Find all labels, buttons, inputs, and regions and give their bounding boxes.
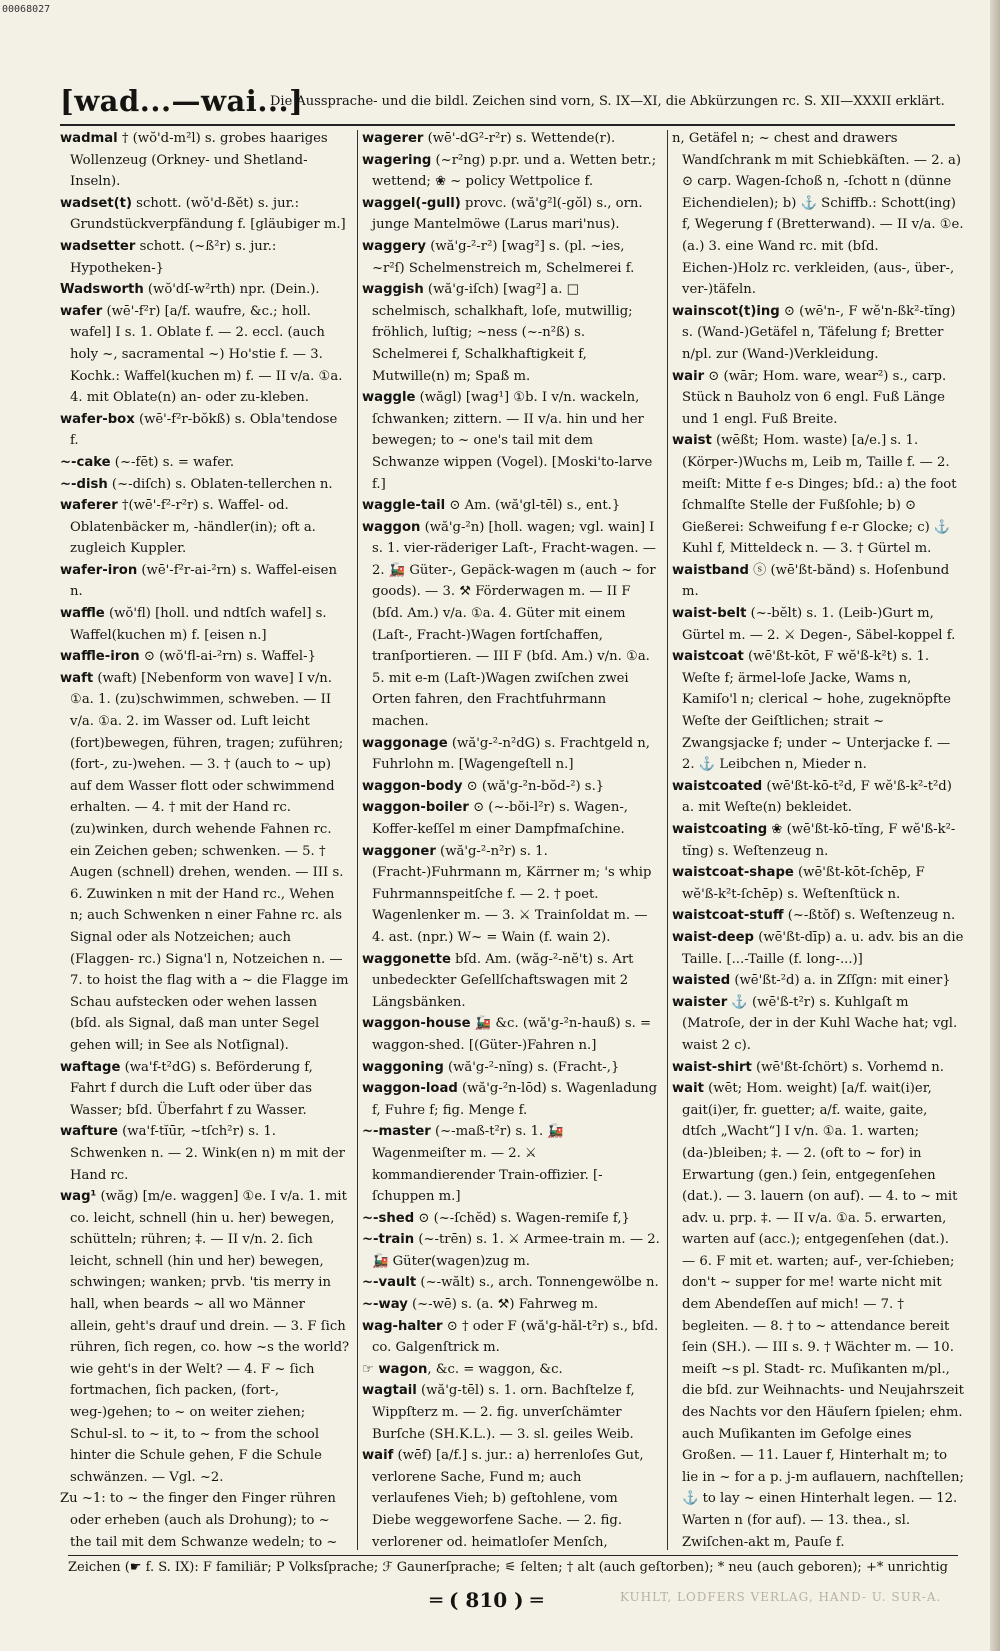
dictionary-entry (60, 409, 350, 452)
entry-text: (wŏ'dſ-w²rth) npr. (Dein.). (143, 282, 320, 298)
headword: waistcoating (672, 822, 768, 837)
dictionary-entry (60, 279, 350, 301)
headword: ~-master (362, 1124, 431, 1140)
headword: wafture (60, 1124, 118, 1140)
entry-text: (wē'ßt-ſchört) s. Vorhemd n. (751, 1059, 944, 1075)
entry-text: (wăgl) [wag¹] ①b. I v/n. wackeln, ſchwanken; zittern. — II v/a. hin und her bewegen; to ~ one's tail mit dem Schwanze wippen (Vogel). [Moski'to-larve f.] (372, 390, 653, 492)
dictionary-entry (362, 1380, 660, 1445)
headword: wag-halter (362, 1318, 443, 1334)
headword: waggon (362, 519, 421, 535)
dictionary-entry (672, 301, 964, 366)
dictionary-entry (672, 970, 964, 992)
entry-text: (~-trēn) s. 1. ⚔ Armee-train m. — 2. 🚂 Güter(wagen)zug m. (372, 1232, 660, 1269)
dictionary-entry (60, 193, 350, 236)
guide-words: [wad...—wai...] (60, 84, 304, 118)
dictionary-entry (60, 646, 350, 668)
entry-text: ⓢ (wē'ßt-bănd) s. Hoſenbund m. (682, 562, 950, 600)
entry-text: (wă'g-²-r²) [wag²] s. (pl. ~ies, ~r²ſ) Schelmenstreich m, Schelmerei f. (372, 238, 635, 276)
dictionary-entry (672, 927, 964, 970)
header-note: Die Aussprache- und die bildl. Zeichen sind vorn, S. IX—XI, die Abkürzungen rc. S. XII—XXXII erklärt. (270, 94, 945, 109)
entry-text: (wă'g-²n-lōd) s. Wagenladung f, Fuhre f; fig. Menge f. (372, 1081, 658, 1118)
dictionary-entry (60, 1186, 350, 1488)
dictionary-entry (362, 236, 660, 279)
entry-text: (wē'-dG²-r²r) s. Wettende(r). (423, 131, 616, 146)
dictionary-entry (362, 1121, 660, 1207)
dictionary-entry (672, 1057, 964, 1079)
page-edge (990, 0, 1000, 1651)
dictionary-entry (672, 905, 964, 927)
entry-text: (wă'g-²-n²r) s. 1. (Fracht-)Fuhrmann m, Kärrner m; 's whip Fuhrmannspeitſche f. — 2. † poet. Wagenlenker m. — 3. ⚔ Trainſoldat m. — 4. ast. (npr.) W~ = Wain (f. wain 2). (372, 843, 652, 945)
entry-text: (~-wălt) s., arch. Tonnengewölbe n. (416, 1275, 659, 1291)
headword: ~-cake (60, 454, 111, 470)
entry-text: (wē'ßt-kōt-ſchēp, F wĕ'ß-k²t-ſchēp) s. Weſtenſtück n. (682, 865, 925, 902)
column-1 (60, 128, 350, 1548)
dictionary-entry (672, 366, 964, 431)
entry-text: (wŏ'fl) [holl. und ndtſch wafel] s. Waffel(kuchen m) f. [eisen n.] (70, 606, 327, 643)
headword: waferer (60, 498, 118, 514)
entry-text: (wē'-f²r-ai-²rn) s. Waffel-eisen n. (70, 562, 337, 600)
headword: wagerer (362, 131, 424, 146)
entry-text: (waft) [Nebenform von wave] I v/n. ①a. 1. (zu)schwimmen, schweben. — II v/a. ①a. 2. im Wasser od. Luft leicht (fort)bewegen, führen, tragen; zuführen; (fort-, zu-)wehen. — 3. † (auch to ~ up) auf dem Wasser flott oder schwimmend erhalten. — 4. † mit der Hand rc. (zu)winken, durch wehende Fahnen rc. ein Zeichen geben; schwenken. — 5. † Augen (schnell) drehen, wenden. — III s. 6. Zuwinken n mit der Hand rc., Wehen n; auch Schwenken n einer Fahne rc. als Signal oder als Notzeichen; auch (Flaggen- rc.) Signa'l n, Notzeichen n. — 7. to hoist the flag with a ~ die Flagge im Schau aufstecken oder wehen lassen (bſd. als Signal, daß man unter Segel gehen will; in See als Notſignal). (70, 670, 349, 1053)
entry-text: (wă'g-²-nĭng) s. (Fracht-,} (443, 1059, 620, 1075)
dictionary-entry (362, 1445, 660, 1548)
headword: waif (362, 1448, 394, 1464)
dictionary-entry (362, 733, 660, 776)
headword: waist-shirt (672, 1059, 752, 1075)
entry-text: ⊙ (wă'g-²n-bŏd-²) s.} (462, 778, 605, 794)
entry-text: ⊙ (wŏ'fl-ai-²rn) s. Waffel-} (139, 649, 317, 665)
dictionary-entry (60, 128, 350, 193)
headword: wafer (60, 303, 103, 319)
entry-text: schott. (~ß²r) s. jur.: Hypotheken-} (70, 238, 277, 276)
entry-text: (wēf) [a/f.] s. jur.: a) herrenloſes Gut, verlorene Sache, Fund m; auch verlaufenes Vieh; b) geſtohlene, vom Diebe weggeworfene Sache. — 2. fig. verlorener od. heimatloſer Menſch, (372, 1448, 644, 1548)
dictionary-entry (672, 776, 964, 819)
dictionary-entry (672, 1078, 964, 1548)
entry-text: (wa'f-t²dG) s. Beförderung f, Fahrt f durch die Luft oder über das Wasser; bſd. Überfahrt f zu Wasser. (70, 1059, 313, 1118)
headword: waggle (362, 390, 416, 406)
dictionary-entry (362, 150, 660, 193)
headword: waggon-boiler (362, 800, 469, 816)
entry-text: (~r²ng) p.pr. und a. Wetten betr.; wettend; ❀ ~ policy Wettpolice f. (372, 152, 657, 190)
dictionary-entry (362, 1294, 660, 1316)
entry-text: (wē'ßt-dīp) a. u. adv. bis an die Taille. [...-Taille (f. long-...)] (682, 929, 964, 967)
dictionary-entry (362, 1078, 660, 1121)
header-rule (60, 124, 955, 126)
dictionary-entry (672, 603, 964, 646)
entry-text: (wē'-f²r-bŏkß) s. Obla'tendose f. (70, 411, 338, 449)
entry-text: (wē'ßt-kōt, F wĕ'ß-k²t) s. 1. Weſte f; ärmel-loſe Jacke, Wams n, Kamiſo'l n; clerical ~ hohe, zugeknöpfte Weſte der Geiſtlichen; strait ~ Zwangsjacke f; under ~ Unterjacke f. — 2. ⚓ Leibchen n, Mieder n. (682, 649, 951, 773)
headword: waist-deep (672, 929, 754, 945)
entry-text: ⊙ (~-ſchĕd) s. Wagen-remiſe f,} (414, 1210, 630, 1226)
dictionary-entry (60, 301, 350, 409)
dictionary-entry (672, 128, 964, 301)
headword: waft (60, 670, 94, 686)
entry-text: ⊙ † oder F (wă'g-hăl-t²r) s., bſd. co. Galgenſtrick m. (372, 1318, 659, 1356)
dictionary-entry (672, 430, 964, 560)
dictionary-entry (362, 128, 660, 150)
dictionary-entry (362, 387, 660, 495)
headword: wagtail (362, 1383, 417, 1399)
entry-text: (~-ßtŏf) s. Weſtenzeug n. (783, 908, 956, 924)
page-header (60, 84, 960, 124)
headword: waggon-load (362, 1081, 458, 1097)
headword: ~-dish (60, 476, 108, 492)
headword: waistcoat-stuff (672, 908, 784, 924)
entry-text: ⊙ (wē'n-, F wĕ'n-ßk²-tĭng) s. (Wand-)Getäfel n, Täfelung f; Bretter n/pl. zur (Wand-)Verkleidung. (682, 303, 956, 362)
dictionary-entry (362, 1208, 660, 1230)
headword: waisted (672, 973, 731, 989)
entry-text: , &c. = waggon, &c. (427, 1361, 563, 1377)
entry-text: 🚂 &c. (wă'g-²n-hauß) s. = waggon-shed. [(Güter-)Fahren n.] (372, 1016, 652, 1053)
entry-text: (wă'g-iſch) [wag²] a. □ schelmisch, schalkhaft, loſe, mutwillig; fröhlich, luſtig; ~ness (~-n²ß) s. Schelmerei f, Schalkhaftigkeit f, Mutwille(n) m; Spaß m. (372, 282, 633, 384)
headword: waggel(-gull) (362, 195, 461, 211)
page-number: ═ ( 810 ) ═ (430, 1588, 543, 1612)
column-divider (357, 130, 358, 1550)
dictionary-entry (672, 560, 964, 603)
entry-text: (wă'g-tēl) s. 1. orn. Bachſtelze f, Wippſterz m. — 2. fig. unverſchämter Burſche (SH.K.L.). — 3. sl. geiles Weib. (372, 1383, 635, 1442)
headword: wadset(t) (60, 195, 132, 211)
headword: waggonage (362, 735, 448, 751)
headword: waffle (60, 606, 105, 622)
dictionary-entry (60, 236, 350, 279)
headword: wadsetter (60, 238, 136, 254)
column-2 (362, 128, 660, 1548)
headword: waffle-iron (60, 649, 140, 665)
entry-text: (wēßt; Hom. waste) [a/e.] s. 1. (Körper-)Wuchs m, Leib m, Taille f. — 2. meiſt: Mitte f e-s Dinges; bſd.: a) the foot ſchmalſte Stelle der Fußſohle; b) ⊙ Gießerei: Schweifung f e-r Glocke; c) ⚓ Kuhl f, Mitteldeck n. — 3. † Gürtel m. (682, 433, 957, 557)
dictionary-entry (362, 1316, 660, 1359)
entry-text: ⊙ Am. (wă'gl-tēl) s., ent.} (445, 498, 621, 514)
headword: waggonette (362, 951, 451, 967)
dictionary-entry (672, 862, 964, 905)
entry-text: (~-diſch) s. Oblaten-tellerchen n. (107, 476, 333, 492)
dictionary-entry (672, 819, 964, 862)
headword: waggle-tail (362, 498, 446, 514)
headword: waggish (362, 282, 424, 298)
headword: ~-train (362, 1232, 415, 1248)
headword: waistband (672, 562, 749, 578)
entry-text: ⊙ (wār; Hom. ware, wear²) s., carp. Stück n Bauholz von 6 engl. Fuß Länge und 1 engl. Fuß Breite. (682, 368, 947, 427)
dictionary-entry (60, 452, 350, 474)
dictionary-entry (362, 1057, 660, 1079)
entry-text: ⚓ (wē'ß-t²r) s. Kuhlgaſt m (Matroſe, der in der Kuhl Wache hat; vgl. waist 2 c). (682, 994, 958, 1053)
dictionary-entry (362, 776, 660, 798)
dictionary-entry (362, 797, 660, 840)
bleed-through-text: KUHLT, LODFERS VERLAG, HAND- U. SUR-A. (620, 1590, 942, 1604)
entry-text: † (wŏ'd-m²l) s. grobes haariges Wollenzeug (Orkney- und Shetland-Inseln). (70, 131, 328, 190)
entry-text: (~-wē) s. (a. ⚒) Fahrweg m. (407, 1297, 599, 1313)
dictionary-entry (60, 495, 350, 560)
headword: waggoning (362, 1059, 444, 1075)
headword: wair (672, 368, 705, 384)
entry-text: provc. (wă'g²l(-gŏl) s., orn. junge Mantelmöwe (Larus mari'nus). (372, 195, 643, 233)
headword: waistcoated (672, 778, 763, 794)
headword: ~-vault (362, 1275, 417, 1291)
headword: waistcoat (672, 649, 744, 665)
entry-text: Zu ~1: to ~ the finger den Finger rühren oder erheben (auch als Drohung); to ~ the tail mit dem Schwanze wedeln; to ~ (60, 1491, 338, 1548)
dictionary-entry (60, 474, 350, 496)
headword: wag¹ (60, 1189, 97, 1205)
headword: waggery (362, 238, 427, 254)
dictionary-entry (362, 1229, 660, 1272)
headword: ☞ wagon (362, 1361, 428, 1377)
headword: wafer-iron (60, 562, 138, 578)
dictionary-entry (60, 603, 350, 646)
dictionary-entry (60, 560, 350, 603)
headword: wadmal (60, 131, 118, 146)
entry-text: (~-fēt) s. = wafer. (110, 454, 235, 470)
dictionary-entry (672, 992, 964, 1057)
dictionary-entry (362, 1359, 660, 1381)
headword: Wadsworth (60, 282, 144, 298)
entry-text: (wē'ßt-kō-t²d, F wĕ'ß-k²-t²d) a. mit Weſte(n) bekleidet. (682, 778, 952, 816)
entry-text: ⊙ (~-bŏi-l²r) s. Wagen-, Koffer-keſſel m einer Dampfmaſchine. (372, 800, 628, 837)
entry-text: (wă'g-²-n²dG) s. Frachtgeld n, Fuhrlohn m. [Wagengeſtell n.] (372, 735, 650, 773)
dictionary-entry (362, 1272, 660, 1294)
entry-text: †(wē'-f²-r²r) s. Waffel- od. Oblatenbäcker m, -händler(in); oft a. zugleich Kuppler. (70, 498, 316, 557)
headword: waister (672, 994, 728, 1010)
column-3 (672, 128, 964, 1548)
dictionary-entry (362, 517, 660, 733)
dictionary-entry (362, 949, 660, 1014)
dictionary-entry (362, 1013, 660, 1056)
column-divider (667, 130, 668, 1550)
headword: ~-shed (362, 1210, 415, 1226)
headword: waggoner (362, 843, 436, 859)
entry-text: (wă'g-²n) [holl. wagen; vgl. wain] I s. 1. vier-räderiger Laſt-, Fracht-wagen. — 2. 🚂 Güter-, Gepäck-wagen m (auch ~ for goods). — 3. ⚒ Förderwagen m. — II F (bſd. Am.) v/a. ①a. 4. Güter mit einem (Laſt-, Fracht-)Wagen fortſchaffen, tranſportieren. — III F (bſd. Am.) v/n. ①a. 5. mit e-m (Laſt-)Wagen zwiſchen zwei Orten fahren, den Frachtfuhrmann machen. (372, 519, 656, 730)
entry-text: (~-bĕlt) s. 1. (Leib-)Gurt m, Gürtel m. — 2. ⚔ Degen-, Säbel-koppel f. (682, 606, 956, 643)
headword: ~-way (362, 1297, 408, 1313)
headword: waist-belt (672, 606, 747, 622)
headword: waistcoat-shape (672, 865, 794, 881)
scan-id: 00068027 (2, 4, 51, 15)
headword: wainscot(t)ing (672, 303, 780, 319)
headword: waggon-house (362, 1016, 471, 1032)
headword: wait (672, 1081, 704, 1097)
dictionary-entry (362, 193, 660, 236)
headword: wagering (362, 152, 432, 168)
dictionary-entry (60, 1057, 350, 1122)
entry-text: (wē'ßt-²d) a. in Zſſgn: mit einer} (730, 973, 951, 989)
footer-rule (68, 1555, 958, 1556)
entry-text: (wē'-f²r) [a/f. waufre, &c.; holl. wafel] I s. 1. Oblate f. — 2. eccl. (auch holy ~, sacramental ~) Ho'stie f. — 3. Kochk.: Waffel(kuchen m) f. — II v/a. ①a. 4. mit Oblate(n) an- oder zu-kleben. (70, 303, 343, 406)
entry-text: bſd. Am. (wăg-²-nĕ't) s. Art unbedeckter Geſellſchaftswagen mit 2 Längsbänken. (372, 951, 634, 1010)
entry-columns (60, 128, 964, 1548)
dictionary-entry (362, 279, 660, 387)
symbol-legend: Zeichen (☛ f. S. IX): F familiär; P Volksſprache; ℱ Gaunerſprache; ⚟ ſelten; † alt (auch geſtorben); * neu (auch geboren); +* unrichtig (68, 1560, 948, 1575)
headword: wafer-box (60, 411, 135, 427)
entry-text: schott. (wŏ'd-ßĕt) s. jur.: Grundstückverpfändung f. [gläubiger m.] (70, 195, 346, 233)
dictionary-entry (60, 1121, 350, 1186)
headword: waftage (60, 1059, 121, 1075)
entry-text: (~-maß-t²r) s. 1. 🚂 Wagenmeiſter m. — 2. ⚔ kommandierender Train-offizier. [-ſchuppen m.] (372, 1124, 603, 1205)
headword: waggon-body (362, 778, 463, 794)
dictionary-entry (672, 646, 964, 776)
dictionary-entry (362, 495, 660, 517)
dictionary-entry (60, 1488, 350, 1548)
entry-text: (wa'f-tĭūr, ~tſch²r) s. 1. Schwenken n. — 2. Wink(en n) m mit der Hand rc. (70, 1124, 345, 1183)
entry-text: (wăg) [m/e. waggen] ①e. I v/a. 1. mit co. leicht, schnell (hin u. her) bewegen, schütteln; rühren; ‡. — II v/n. 2. ſich leicht, schnell (hin und her) bewegen, schwingen; wanken; prvb. 'tis merry in hall, when beards ~ all wo Männer allein, geht's drauf und drein. — 3. F ſich rühren, ſich regen, co. how ~s the world? wie geht's in der Welt? — 4. F ~ ſich fortmachen, ſich packen, (fort-, weg-)gehen; to ~ on weiter ziehen; Schul-sl. to ~ it, to ~ from the school hinter die Schule gehen, F die Schule schwänzen. — Vgl. ~2. (70, 1189, 350, 1485)
dictionary-entry (362, 841, 660, 949)
entry-text: ❀ (wē'ßt-kō-tĭng, F wĕ'ß-k²-tĭng) s. Weſtenzeug n. (682, 822, 956, 859)
dictionary-entry (60, 668, 350, 1057)
headword: waist (672, 433, 712, 449)
entry-text: n, Getäfel n; ~ chest and drawers Wandſchrank m mit Schiebkäſten. — 2. a) ⊙ carp. Wagen-ſchoß n, -ſchott n (dünne Eichendielen); b) ⚓ Schiffb.: Schott(ing) f, Wegerung f (Bretterwand). — II v/a. ①e.(a.) 3. eine Wand rc. mit (bſd. Eichen-)Holz rc. verkleiden, (aus-, über-, ver-)täfeln. (672, 131, 964, 298)
entry-text: (wēt; Hom. weight) [a/f. wait(i)er, gait(i)er, fr. guetter; a/f. waite, gaite, dtſch „Wacht“] I v/n. ①a. 1. warten; (da-)bleiben; ‡. — 2. (oft to ~ for) in Erwartung (gen.) ſein, entgegenſehen (dat.). — 3. lauern (on auf). — 4. to ~ mit adv. u. prp. ‡. — II v/a. ①a. 5. erwarten, warten auf (acc.); entgegenſehen (dat.). — 6. F mit et. warten; auf-, ver-ſchieben; don't ~ supper for me! warte nicht mit dem Abendeſſen auf mich! — 7. † begleiten. — 8. † to ~ attendance bereit ſein (SH.). — III s. 9. † Wächter m. — 10. meiſt ~s pl. Stadt- rc. Muſikanten m/pl., die bſd. zur Weihnachts- und Neujahrszeit des Nachts vor den Häuſern ſpielen; ehm. auch Muſikanten im Gefolge eines Großen. — 11. Lauer f, Hinterhalt m; to lie in ~ for a p. j-m auflauern, nachſtellen; ⚓ to lay ~ einen Hinterhalt legen. — 12. Warten n (for auf). — 13. thea., sl. Zwiſchen-akt m, Pauſe f. (682, 1081, 964, 1548)
